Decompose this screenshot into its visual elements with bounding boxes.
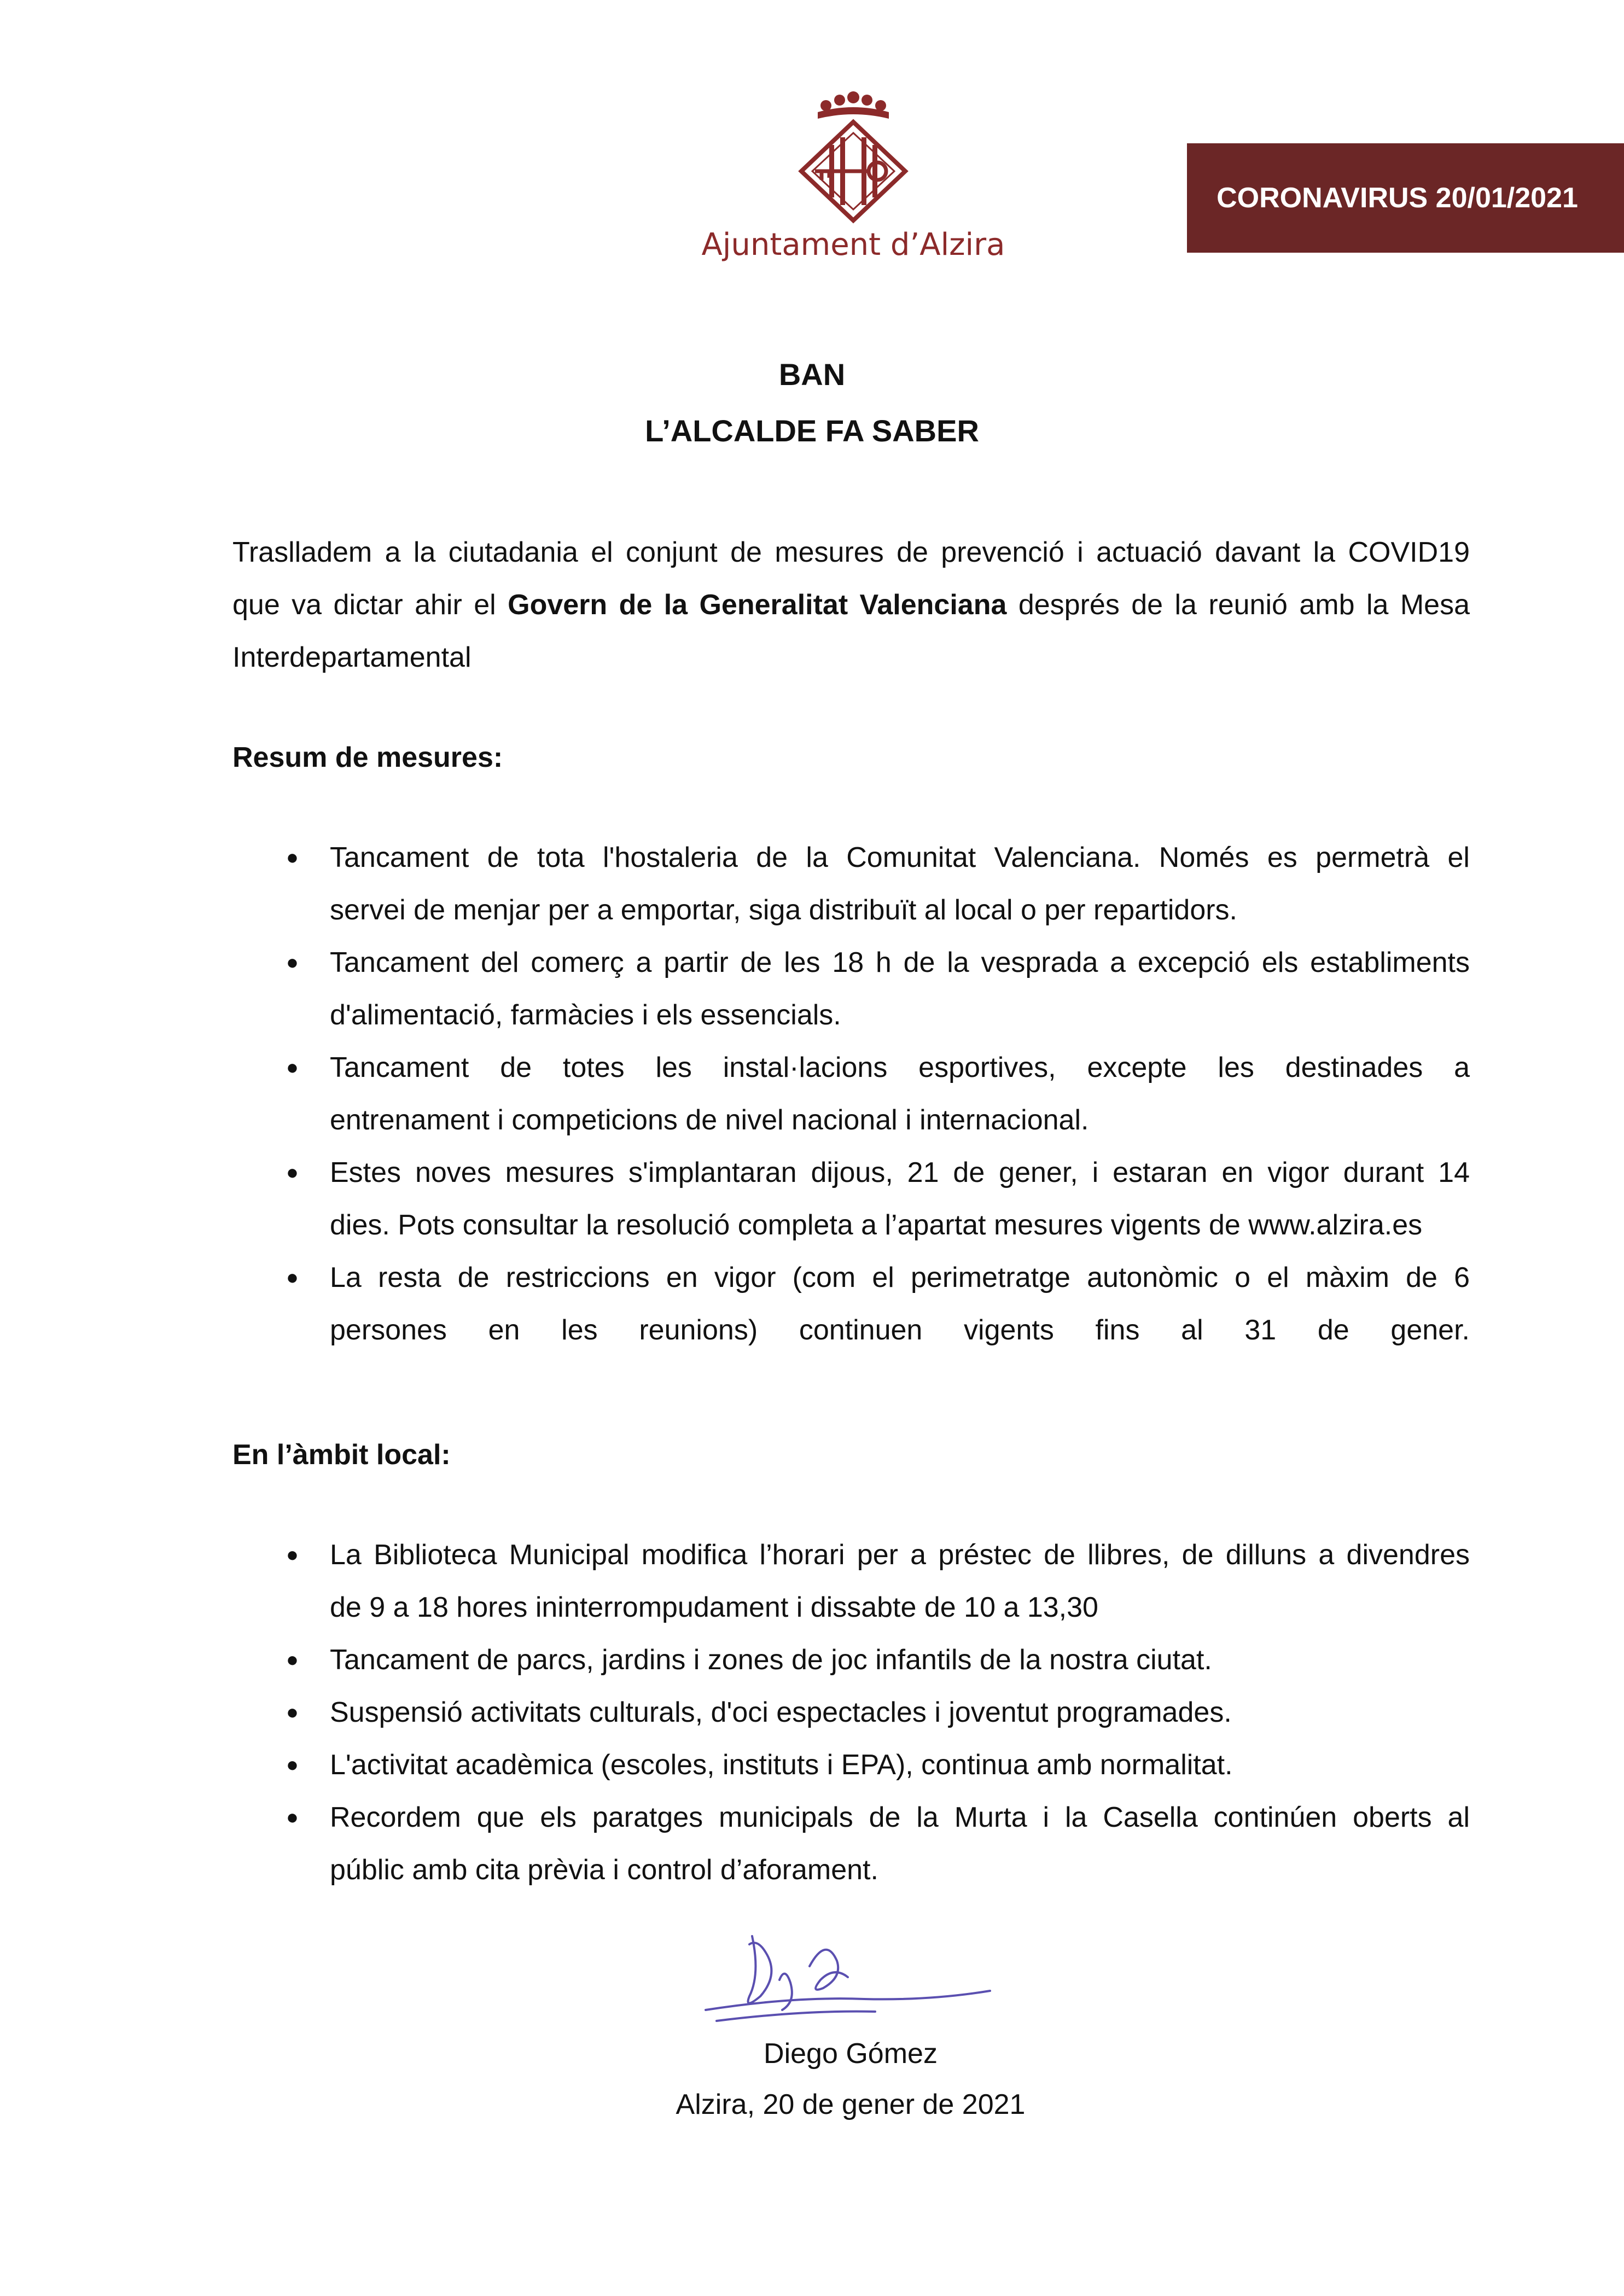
bullet-icon: ● xyxy=(286,1701,299,1724)
bullet-icon: ● xyxy=(286,1266,299,1289)
place-date: Alzira, 20 de gener de 2021 xyxy=(676,2089,1026,2120)
bullet-icon: ● xyxy=(286,951,299,974)
date-badge: CORONAVIRUS 20/01/2021 xyxy=(1187,143,1624,253)
coat-of-arms-icon xyxy=(700,90,1006,227)
list-item xyxy=(232,1041,1470,1146)
list-item-line: Estes noves mesures s'implantaran dijous, 21 de gener, i estaran en vigor durant 14 xyxy=(330,1157,1470,1188)
list-item-line: de 9 a 18 hores ininterrompudament i dissabte de 10 a 13,30 xyxy=(330,1592,1098,1623)
bullet-icon: ● xyxy=(286,1161,299,1184)
list-item-line: públic amb cita prèvia i control d’aforament. xyxy=(330,1854,878,1886)
list-item-line: dies. Pots consultar la resolució completa a l’apartat mesures vigents de www.alzira.es xyxy=(330,1209,1423,1241)
intro-line: Traslladem a la ciutadania el conjunt de mesures de prevenció i actuació davant la COVID19 xyxy=(232,537,1470,568)
list-item-line: entrenament i competicions de nivel nacional i internacional. xyxy=(330,1104,1089,1136)
document-subtitle: L’ALCALDE FA SABER xyxy=(645,413,979,448)
list-item-line: servei de menjar per a emportar, siga distribuït al local o per repartidors. xyxy=(330,894,1237,926)
intro-text: que va dictar ahir el xyxy=(232,589,508,621)
logo-text: Ajuntament d’Alzira xyxy=(701,227,1005,263)
list-item xyxy=(232,1739,1470,1791)
list-item xyxy=(232,1791,1470,1896)
list-item xyxy=(232,1634,1470,1686)
list-item-line: Tancament de tota l'hostaleria de la Comunitat Valenciana. Només es permetrà el xyxy=(330,842,1470,873)
local-title: En l’àmbit local: xyxy=(232,1439,451,1471)
document-title: BAN xyxy=(778,357,846,392)
list-item xyxy=(232,831,1470,936)
list-item-line: Recordem que els paratges municipals de la Murta i la Casella continúen oberts al xyxy=(330,1802,1470,1833)
bullet-icon: ● xyxy=(286,1648,299,1671)
list-item-line: Tancament de totes les instal·lacions esportives, excepte les destinades a xyxy=(330,1052,1470,1083)
list-item-line: Suspensió activitats culturals, d'oci espectacles i joventut programades. xyxy=(330,1697,1232,1728)
intro-line xyxy=(232,579,1470,631)
intro-bold-text: Govern de la Generalitat Valenciana xyxy=(508,589,1007,621)
local-list xyxy=(232,1529,1470,1896)
list-item xyxy=(232,1529,1470,1634)
intro-text: després de la reunió amb la Mesa xyxy=(1006,589,1470,621)
measures-title: Resum de mesures: xyxy=(232,742,503,773)
intro-line: Interdepartamental xyxy=(232,642,472,673)
list-item-line: Tancament del comerç a partir de les 18 h de la vesprada a excepció els establiments xyxy=(330,947,1470,978)
municipal-logo xyxy=(700,90,1006,271)
list-item xyxy=(232,936,1470,1041)
list-item xyxy=(232,1146,1470,1251)
list-item-line: d'alimentació, farmàcies i els essencials. xyxy=(330,999,841,1031)
bullet-icon: ● xyxy=(286,1056,299,1079)
list-item-line: L'activitat acadèmica (escoles, instituts i EPA), continua amb normalitat. xyxy=(330,1749,1233,1781)
list-item-line: La resta de restriccions en vigor (com el perimetratge autonòmic o el màxim de 6 xyxy=(330,1262,1470,1293)
bullet-icon: ● xyxy=(286,1806,299,1829)
list-item-line: La Biblioteca Municipal modifica l’horari per a préstec de llibres, de dilluns a divendres xyxy=(330,1539,1470,1571)
intro-paragraph xyxy=(232,526,1470,684)
bullet-icon: ● xyxy=(286,1543,299,1566)
measures-list xyxy=(232,831,1470,1356)
list-item-line: persones en les reunions) continuen vigents fins al 31 de gener. xyxy=(330,1314,1470,1346)
list-item-line: Tancament de parcs, jardins i zones de joc infantils de la nostra ciutat. xyxy=(330,1644,1212,1676)
list-item xyxy=(232,1251,1470,1356)
bullet-icon: ● xyxy=(286,1753,299,1776)
list-item xyxy=(232,1686,1470,1739)
bullet-icon: ● xyxy=(286,846,299,869)
signature-icon xyxy=(684,1914,1012,2040)
signer-name: Diego Gómez xyxy=(764,2038,938,2070)
